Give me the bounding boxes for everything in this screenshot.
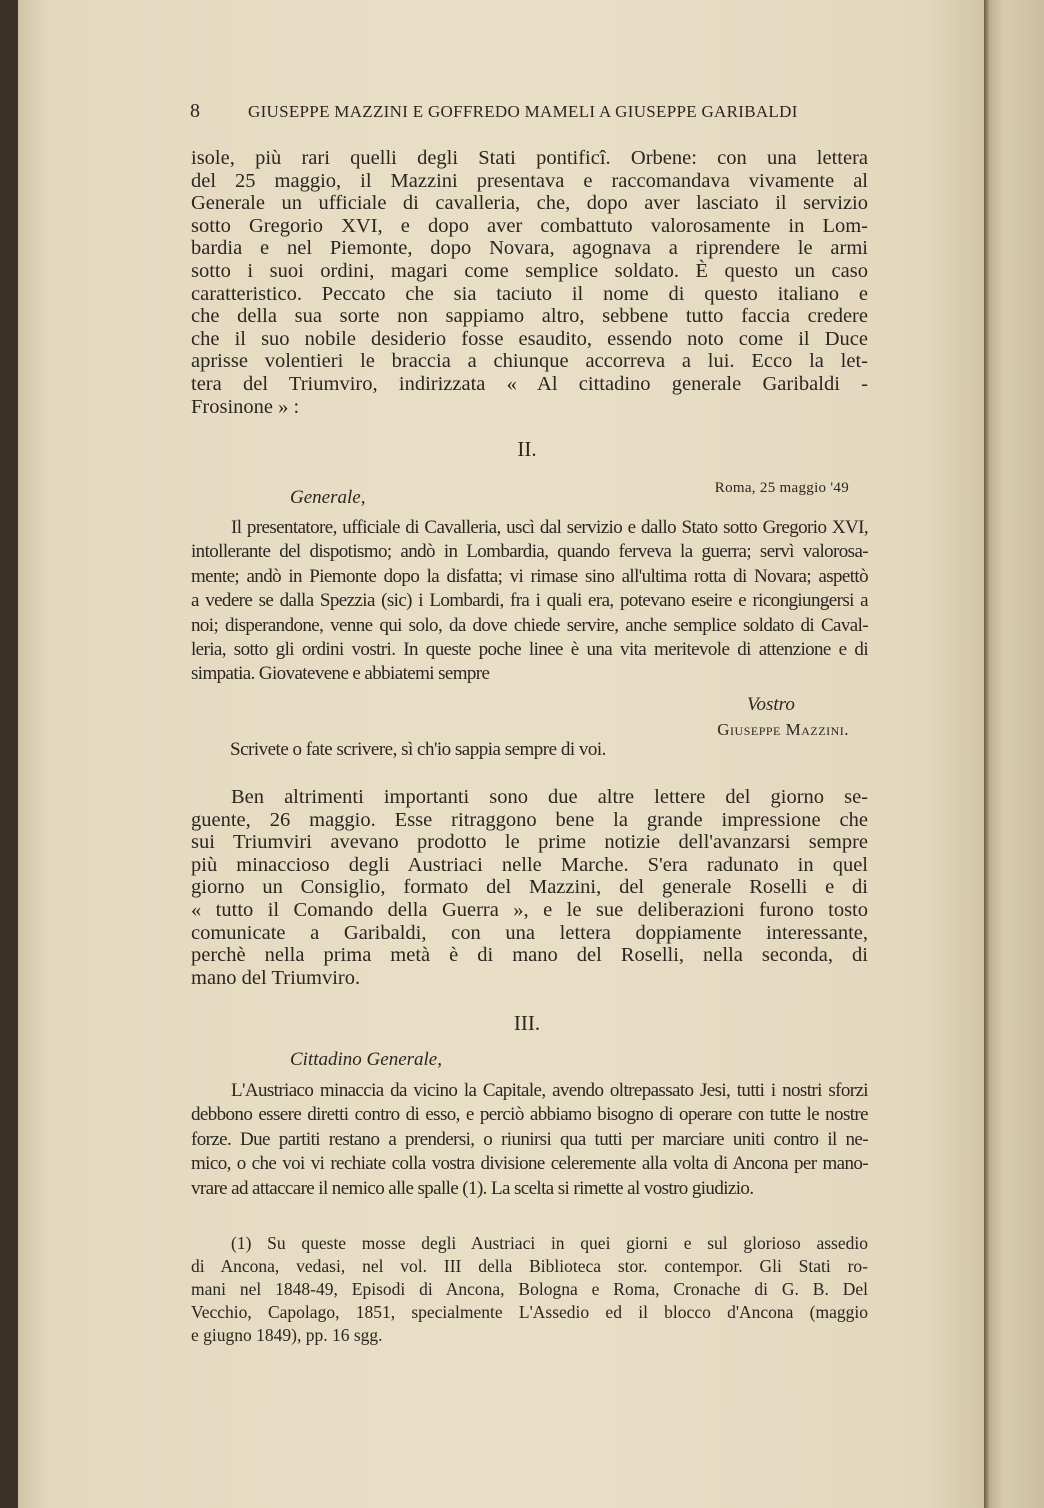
text-line: simpatia. Giovatevene e abbiatemi sempre — [191, 663, 490, 685]
text-line: che il suo nobile desiderio fosse esaudito, essendo noto come il Duce — [191, 327, 868, 350]
footnote — [191, 1232, 868, 1347]
paragraph-2 — [191, 786, 868, 989]
letter-postscript: Scrivete o fate scrivere, sì ch'io sappia sempre di voi. — [230, 739, 606, 760]
text-line: sotto Gregorio XVI, e dopo aver combattuto valorosamente in Lom- — [191, 214, 868, 237]
text-line: guente, 26 maggio. Esse ritraggono bene la grande impressione che — [191, 808, 868, 831]
letter-signature: Giuseppe Mazzini. — [717, 720, 849, 739]
text-line: « tutto il Comando della Guerra », e le sue deliberazioni furono tosto — [191, 898, 868, 921]
text-line: isole, più rari quelli degli Stati pontificî. Orbene: con una lettera — [191, 147, 868, 169]
text-line: leria, sotto gli ordini vostri. In queste poche linee è una vita meritevole di attenzione e di — [191, 639, 868, 661]
letter-2-body — [191, 1079, 868, 1201]
adjacent-page-edge — [984, 0, 1044, 1508]
text-line: che della sua sorte non sappiamo altro, sebbene tutto faccia credere — [191, 305, 868, 328]
text-line: (1) Su queste mosse degli Austriaci in quei giorni e sul glorioso assedio — [231, 1233, 868, 1253]
text-line: mani nel 1848-49, Episodi di Ancona, Bologna e Roma, Cronache di G. B. Del — [191, 1279, 868, 1299]
text-line: tera del Triumviro, indirizzata « Al cittadino generale Garibaldi - — [191, 372, 868, 395]
text-line: aprisse volentieri le braccia a chiunque accorreva a lui. Ecco la let- — [191, 350, 868, 373]
text-line: sotto i suoi ordini, magari come semplice soldato. È questo un caso — [191, 259, 868, 282]
text-line: bardia e nel Piemonte, dopo Novara, agognava a riprendere le armi — [191, 237, 868, 260]
text-line: Generale un ufficiale di cavalleria, che, dopo aver lasciato il servizio — [191, 192, 868, 215]
text-line: comunicate a Garibaldi, con una lettera doppiamente interessante, — [191, 921, 868, 944]
text-line: debbono essere diretti contro di esso, e perciò abbiamo bisogno di operare con tutte le nostre — [191, 1104, 868, 1126]
text-line: noi; disperandone, venne qui solo, da dove chiede servire, anche semplice soldato di Caval- — [191, 614, 868, 636]
text-line: Il presentatore, ufficiale di Cavalleria, uscì dal servizio e dallo Stato sotto Gregorio XVI, — [231, 517, 868, 538]
text-line: Frosinone » : — [191, 395, 300, 418]
letter-salutation: Generale, — [290, 487, 366, 508]
section-numeral-iii: III. — [513, 1011, 541, 1035]
text-line: intollerante del dispotismo; andò in Lombardia, quando ferveva la guerra; servì valorosa- — [191, 541, 868, 563]
text-line: e giugno 1849), pp. 16 sgg. — [191, 1325, 383, 1345]
text-line: mente; andò in Piemonte dopo la disfatta; vi rimase sino all'ultima rotta di Novara; aspettò — [191, 565, 868, 587]
letter-date: Roma, 25 maggio '49 — [714, 480, 849, 496]
text-line: vrare ad attaccare il nemico alle spalle (1). La scelta si rimette al vostro giudizio. — [191, 1177, 754, 1199]
text-line: mico, o che voi vi rechiate colla vostra divisione celeremente alla volta di Ancona per mano- — [191, 1153, 868, 1175]
text-line: L'Austriaco minaccia da vicino la Capitale, avendo oltrepassato Jesi, tutti i nostri sforzi — [231, 1080, 868, 1101]
text-line: di Ancona, vedasi, nel vol. III della Biblioteca stor. contempor. Gli Stati ro- — [191, 1256, 868, 1276]
text-line: mano del Triumviro. — [191, 966, 361, 989]
text-line: del 25 maggio, il Mazzini presentava e raccomandava vivamente al — [191, 169, 868, 192]
text-line: caratteristico. Peccato che sia taciuto il nome di questo italiano e — [191, 282, 868, 305]
running-title: GIUSEPPE MAZZINI E GOFFREDO MAMELI A GIUSEPPE GARIBALDI — [248, 102, 798, 121]
letter-closing: Vostro — [747, 694, 795, 715]
letter-1-body — [191, 516, 868, 687]
text-line: sui Triumviri avevano prodotto le prime notizie dell'avanzarsi sempre — [191, 831, 868, 854]
text-line: più minaccioso degli Austriaci nelle Marche. S'era radunato in quel — [191, 853, 868, 876]
letter-2-salutation: Cittadino Generale, — [290, 1049, 442, 1070]
text-line: perchè nella prima metà è di mano del Roselli, nella seconda, di — [191, 944, 868, 967]
text-line: Vecchio, Capolago, 1851, specialmente L'Assedio ed il blocco d'Ancona (maggio — [191, 1302, 868, 1322]
text-line: forze. Due partiti restano a prendersi, o riunirsi qua tutti per marciare uniti contro il ne- — [191, 1128, 868, 1150]
page-number: 8 — [190, 100, 201, 122]
text-line: giorno un Consiglio, formato del Mazzini, del generale Roselli e di — [191, 876, 868, 899]
paragraph-1 — [191, 147, 868, 418]
text-line: a vedere se dalla Spezzia (sic) i Lombardi, fra i quali era, potevano eseire e ricongiungersi a — [191, 590, 868, 612]
section-numeral-ii: II. — [517, 437, 537, 461]
text-line: Ben altrimenti importanti sono due altre lettere del giorno se- — [231, 786, 868, 808]
